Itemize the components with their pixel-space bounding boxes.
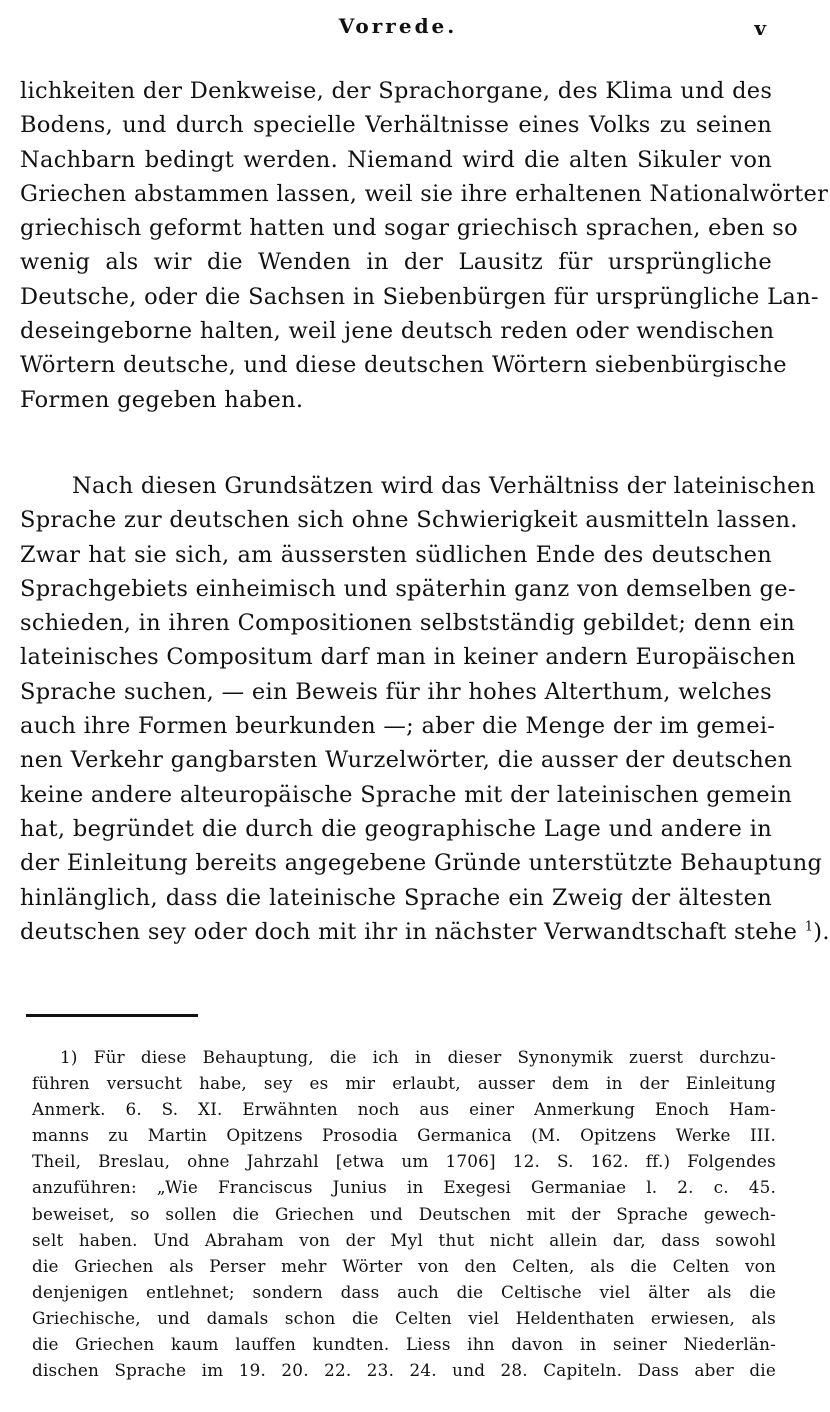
text-line: Nachbarn bedingt werden. Niemand wird die alten Sikuler von [20, 146, 772, 173]
text-line: Nach diesen Grundsätzen wird das Verhältniss der lateinischen [72, 473, 816, 499]
footnote-line: anzuführen: „Wie Franciscus Junius in Exegesi Germaniae l. 2. c. 45. [32, 1177, 776, 1198]
text-line: griechisch geformt hatten und sogar griechisch sprachen, eben so [20, 215, 798, 242]
text-line: Sprache suchen, — ein Beweis für ihr hohes Alterthum, welches [20, 678, 773, 705]
footnote-line: Anmerk. 6. S. XI. Erwähnten noch aus einer Anmerkung Enoch Ham- [32, 1099, 776, 1120]
text-line: schieden, in ihren Compositionen selbstständig gebildet; denn ein [20, 610, 795, 637]
footnote-line: dischen Sprache im 19. 20. 22. 23. 24. und 28. Capiteln. Dass aber die [32, 1360, 776, 1381]
text-line: der Einleitung bereits angegebene Gründe unterstützte Behauptung [20, 850, 823, 877]
text-line: Deutsche, oder die Sachsen in Siebenbürgen für ursprüngliche Lan- [20, 283, 819, 310]
end-punctuation: . [822, 918, 830, 945]
text-line: deseingeborne halten, weil jene deutsch reden oder wendischen [20, 318, 775, 345]
text-line: Sprache zur deutschen sich ohne Schwierigkeit ausmitteln lassen. [20, 507, 798, 534]
text-line: lateinisches Compositum darf man in keiner andern Europäischen [20, 644, 796, 671]
text-line: Wörtern deutsche, und diese deutschen Wörtern siebenbürgische [20, 352, 787, 379]
running-head [0, 14, 796, 44]
text-line-final: deutschen sey oder doch mit ihr in nächster Verwandtschaft stehe $^1$). [20, 918, 830, 945]
text-line: Zwar hat sie sich, am äussersten südlichen Ende des deutschen [20, 541, 772, 568]
running-head-title: Vorrede. [338, 14, 458, 38]
paragraph-2 [20, 469, 830, 949]
footnote-line: 1) Für diese Behauptung, die ich in dieser Synonymik zuerst durchzu- [60, 1047, 776, 1067]
footnote-line: die Griechen kaum lauffen kundten. Liess ihn davon in seiner Niederlän- [32, 1334, 776, 1355]
footnote-line: die Griechen als Perser mehr Wörter von den Celten, als die Celten von [32, 1255, 776, 1276]
footnote-line: Theil, Breslau, ohne Jahrzahl [etwa um 1706] 12. S. 162. ff.) Folgendes [32, 1151, 776, 1172]
text-line: hinlänglich, dass die lateinische Sprache ein Zweig der ältesten [20, 884, 772, 911]
text-line: nen Verkehr gangbarsten Wurzelwörter, die ausser der deutschen [20, 747, 793, 774]
footnote-line: beweiset, so sollen die Griechen und Deutschen mit der Sprache gewech- [32, 1203, 776, 1224]
text-line: lichkeiten der Denkweise, der Sprachorgane, des Klima und des [20, 78, 773, 104]
page-number: v [754, 16, 766, 40]
text-line: Griechen abstammen lassen, weil sie ihre erhaltenen Nationalwörter [20, 180, 829, 207]
text-line: Formen gegeben haben. [20, 386, 304, 413]
text-line: hat, begründet die durch die geographische Lage und andere in [20, 815, 772, 842]
paragraph-1 [20, 74, 829, 417]
footnote-line: manns zu Martin Opitzens Prosodia Germanica (M. Opitzens Werke III. [32, 1125, 776, 1146]
footnote-line: führen versucht habe, sey es mir erlaubt, ausser dem in der Einleitung [32, 1073, 776, 1094]
text-line: Bodens, und durch specielle Verhältnisse eines Volks zu seinen [20, 112, 772, 139]
footnote-divider [26, 1014, 198, 1017]
footnote-line: denjenigen entlehnet; sondern dass auch die Celtische viel älter als die [32, 1281, 776, 1302]
text-line: wenig als wir die Wenden in der Lausitz für ursprüngliche [20, 249, 772, 276]
footnote [32, 1044, 776, 1383]
text-line-content: deutschen sey oder doch mit ihr in nächster Verwandtschaft stehe [20, 918, 798, 945]
text-line: keine andere alteuropäische Sprache mit der lateinischen gemein [20, 781, 793, 808]
footnote-marker: 1 [804, 919, 814, 935]
text-line: Sprachgebiets einheimisch und späterhin ganz von demselben ge- [20, 575, 796, 602]
footnote-line: Griechische, und damals schon die Celten viel Heldenthaten erwiesen, als [32, 1307, 776, 1328]
text-line: auch ihre Formen beurkunden —; aber die Menge der im gemei- [20, 713, 776, 740]
footnote-line: selt haben. Und Abraham von der Myl thut nicht allein dar, dass sowohl [32, 1229, 776, 1250]
